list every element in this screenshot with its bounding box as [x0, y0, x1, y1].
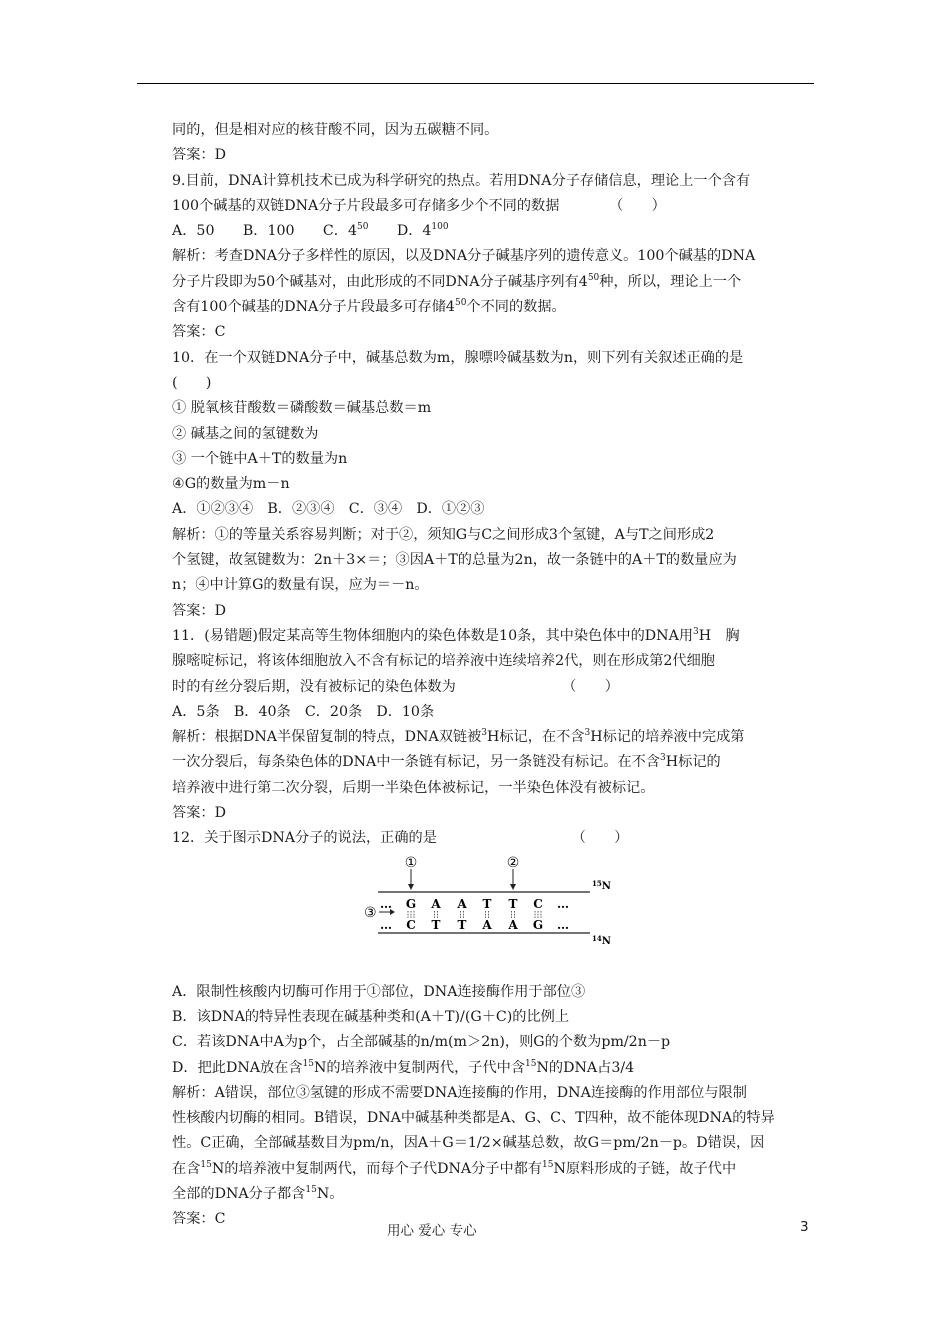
text-line: A．限制性核酸内切酶可作用于①部位，DNA连接酶作用于部位③ [172, 983, 586, 1000]
text-line: ( ) [172, 374, 212, 391]
text-line: B．该DNA的特异性表现在碱基种类和(A＋T)/(G＋C)的比例上 [172, 1008, 570, 1025]
label-14n: $^{14}$N [592, 933, 611, 947]
marker-1: ① [404, 855, 418, 871]
text-line: 个氢键，故氢键数为：2n＋3×＝；③因A＋T的总量为2n，故一条链中的A＋T的数量应为 [172, 552, 737, 569]
dna-diagram [364, 856, 624, 966]
bottom-bases [380, 918, 569, 932]
text-line: ① 脱氧核苷酸数＝磷酸数＝碱基总数＝m [172, 400, 432, 417]
text-line: 答案：C [172, 1211, 226, 1228]
bottom-base: G [532, 917, 544, 932]
bottom-base: T [457, 917, 467, 932]
hydrogen-bonds [408, 911, 541, 919]
top-base: G [405, 896, 417, 911]
text-line: 100个碱基的双链DNA分子片段最多可存储多少个不同的数据 （ ） [172, 197, 666, 214]
top-base: C [533, 896, 543, 911]
dna-figure [172, 852, 817, 980]
text-line: 解析：A错误，部位③氢键的形成不需要DNA连接酶的作用，DNA连接酶的作用部位与限制 [172, 1084, 747, 1101]
top-base: A [457, 896, 467, 911]
text-line: 9.目前，DNA计算机技术已成为科学研究的热点。若用DNA分子存储信息，理论上一个含有 [172, 172, 751, 189]
text-block-before-figure [172, 118, 817, 852]
text-line: 10．在一个双链DNA分子中，碱基总数为m，腺嘌呤碱基数为n，则下列有关叙述正确的是 [172, 349, 744, 366]
top-base: T [508, 896, 518, 911]
arrow-2-head [510, 884, 516, 890]
text-line: 分子片段即为50个碱基对，由此形成的不同DNA分子碱基序列有$4^{50}$种，所以，理论上一个 [172, 272, 742, 290]
text-line: 12．关于图示DNA分子的说法，正确的是 （ ） [172, 830, 629, 847]
text-line: ② 碱基之间的氢键数为 [172, 425, 319, 442]
text-line: 在含$^{15}$N的培养液中复制两代，而每个子代DNA分子中都有$^{15}$N原料形成的子链，故子代中 [172, 1159, 737, 1177]
header-rule [137, 83, 814, 84]
text-line: 含有100个碱基的DNA分子片段最多可存储$4^{50}$个不同的数据。 [172, 298, 566, 316]
text-line: ④G的数量为m－n [172, 476, 290, 493]
text-line: n；④中计算G的数量有误，应为＝－n。 [172, 577, 429, 594]
bottom-base: A [482, 917, 492, 932]
text-line: 11．(易错题)假定某高等生物体细胞内的染色体数是10条，其中染色体中的DNA用$^3$H 胸 [172, 626, 740, 644]
footer-slogan: 用心 爱心 专心 [387, 1223, 477, 1239]
text-line: 答案：D [172, 147, 226, 164]
text-line: ③ 一个链中A＋T的数量为n [172, 450, 348, 467]
page-content [172, 118, 817, 1233]
text-line: 答案：D [172, 602, 226, 619]
bottom-base: C [406, 917, 416, 932]
marker-3: ③ [364, 904, 377, 921]
text-line: 解析：根据DNA半保留复制的特点，DNA双链被$^3$H标记，在不含$^3$H标记的培养液中完成第 [172, 728, 745, 746]
text-line: 性。C正确，全部碱基数目为pm/n，因A＋G＝1/2×碱基总数，故G＝pm/2n－p。D错误，因 [172, 1135, 765, 1152]
bottom-base: … [557, 917, 569, 932]
text-line: 解析：①的等量关系容易判断；对于②，须知G与C之间形成3个氢键，A与T之间形成2 [172, 526, 715, 543]
top-base: T [482, 896, 492, 911]
text-line: A．①②③④ B．②③④ C．③④ D．①②③ [172, 501, 485, 518]
text-line: 腺嘧啶标记，将该体细胞放入不含有标记的培养液中连续培养2代，则在形成第2代细胞 [172, 653, 715, 670]
text-line: A．5条 B．40条 C．20条 D．10条 [172, 703, 435, 720]
text-line: 解析：考查DNA分子多样性的原因，以及DNA分子碱基序列的遗传意义。100个碱基的DNA [172, 248, 756, 265]
bottom-base: … [380, 917, 392, 932]
text-line: 性核酸内切酶的相同。B错误，DNA中碱基种类都是A、G、C、T四种，故不能体现DNA的特异 [172, 1110, 775, 1127]
text-line: 时的有丝分裂后期，没有被标记的染色体数为 （ ） [172, 678, 619, 695]
label-15n: $^{15}$N [592, 878, 611, 892]
page-number: 3 [800, 1219, 809, 1235]
arrow-1-head [408, 884, 414, 890]
text-block-after-figure [172, 980, 817, 1233]
text-line: C．若该DNA中A为p个，占全部碱基的n/m(m＞2n)，则G的个数为pm/2n－p [172, 1034, 671, 1051]
text-line: 同的，但是相对应的核苷酸不同，因为五碳糖不同。 [172, 122, 499, 138]
text-line: 培养液中进行第二次分裂，后期一半染色体被标记，一半染色体没有被标记。 [172, 779, 655, 796]
bottom-base: T [431, 917, 441, 932]
top-base: … [557, 896, 569, 911]
top-bases [380, 897, 569, 911]
text-line: 一次分裂后，每条染色体的DNA中一条链有标记，另一条链没有标记。在不含$^3$H标记的 [172, 753, 721, 771]
top-base: A [431, 896, 441, 911]
text-line: A．50 B．100 C．$4^{50}$ D．$4^{100}$ [172, 222, 449, 240]
bottom-base: A [508, 917, 518, 932]
marker-2: ② [506, 855, 520, 871]
text-line: 答案：C [172, 324, 226, 341]
text-line: 全部的DNA分子都含$^{15}$N。 [172, 1184, 344, 1202]
text-line: D．把此DNA放在含$^{15}$N的培养液中复制两代，子代中含$^{15}$N的DNA占3/4 [172, 1058, 635, 1076]
top-base: … [380, 896, 392, 911]
text-line: 答案：D [172, 805, 226, 822]
